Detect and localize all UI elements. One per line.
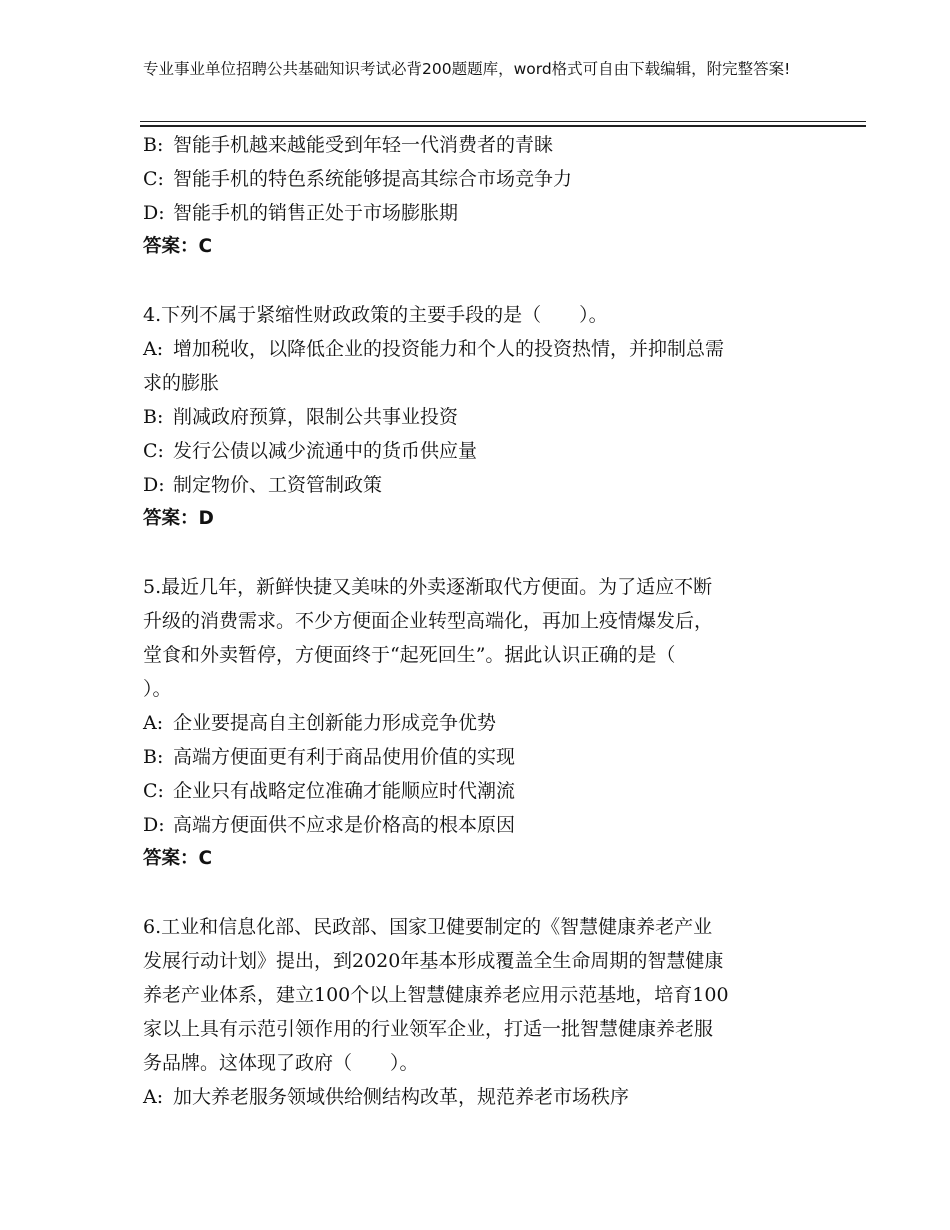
q3-option-d: D: 智能手机的销售正处于市场膨胀期 xyxy=(143,202,459,224)
q4-option-a: A: 增加税收，以降低企业的投资能力和个人的投资热情，并抑制总需 xyxy=(143,338,725,360)
q3-option-b: B: 智能手机越来越能受到年轻一代消费者的青睐 xyxy=(143,134,554,156)
q6-option-a: A: 加大养老服务领域供给侧结构改革，规范养老市场秩序 xyxy=(143,1086,630,1108)
q6-stem-line: 6.工业和信息化部、民政部、国家卫健要制定的《智慧健康养老产业 xyxy=(143,916,713,938)
q5-option-d: D: 高端方便面供不应求是价格高的根本原因 xyxy=(143,814,516,836)
q6-stem-line: 务品牌。这体现了政府（ ）。 xyxy=(143,1052,419,1074)
spacer xyxy=(143,264,823,298)
q4-answer: 答案：D xyxy=(143,508,214,529)
header-divider-thin xyxy=(140,121,866,122)
document-header: 专业事业单位招聘公共基础知识考试必背200题题库，word格式可自由下载编辑，附完整答案! xyxy=(143,60,791,78)
q4-option-d: D: 制定物价、工资管制政策 xyxy=(143,474,383,496)
q6-stem-line: 养老产业体系，建立100个以上智慧健康养老应用示范基地，培育100 xyxy=(143,984,729,1006)
q3-answer: 答案：C xyxy=(143,236,213,257)
q6-stem-line: 家以上具有示范引领作用的行业领军企业，打适一批智慧健康养老服 xyxy=(143,1018,714,1040)
q5-option-b: B: 高端方便面更有利于商品使用价值的实现 xyxy=(143,746,516,768)
q3-option-c: C: 智能手机的特色系统能够提高其综合市场竞争力 xyxy=(143,168,573,190)
q4-option-c: C: 发行公债以减少流通中的货币供应量 xyxy=(143,440,478,462)
q5-option-c: C: 企业只有战略定位准确才能顺应时代潮流 xyxy=(143,780,516,802)
q5-answer: 答案：C xyxy=(143,848,213,869)
q5-stem-line: 5.最近几年，新鲜快捷又美味的外卖逐渐取代方便面。为了适应不断 xyxy=(143,576,713,598)
q4-stem: 4.下列不属于紧缩性财政政策的主要手段的是（ ）。 xyxy=(143,304,608,326)
q5-option-a: A: 企业要提高自主创新能力形成竞争优势 xyxy=(143,712,497,734)
spacer xyxy=(143,536,823,570)
q6-stem-line: 发展行动计划》提出，到2020年基本形成覆盖全生命周期的智慧健康 xyxy=(143,950,724,972)
spacer xyxy=(143,876,823,910)
q4-option-a-cont: 求的膨胀 xyxy=(143,372,220,394)
q5-stem-line: 升级的消费需求。不少方便面企业转型高端化，再加上疫情爆发后， xyxy=(143,610,714,632)
question-content xyxy=(143,128,823,1114)
q4-option-b: B: 削减政府预算，限制公共事业投资 xyxy=(143,406,459,428)
header-divider-thick xyxy=(140,125,866,127)
q5-stem-line: 堂食和外卖暂停，方便面终于“起死回生”。据此认识正确的是（ xyxy=(143,644,676,666)
q5-stem-line: ）。 xyxy=(143,678,172,700)
